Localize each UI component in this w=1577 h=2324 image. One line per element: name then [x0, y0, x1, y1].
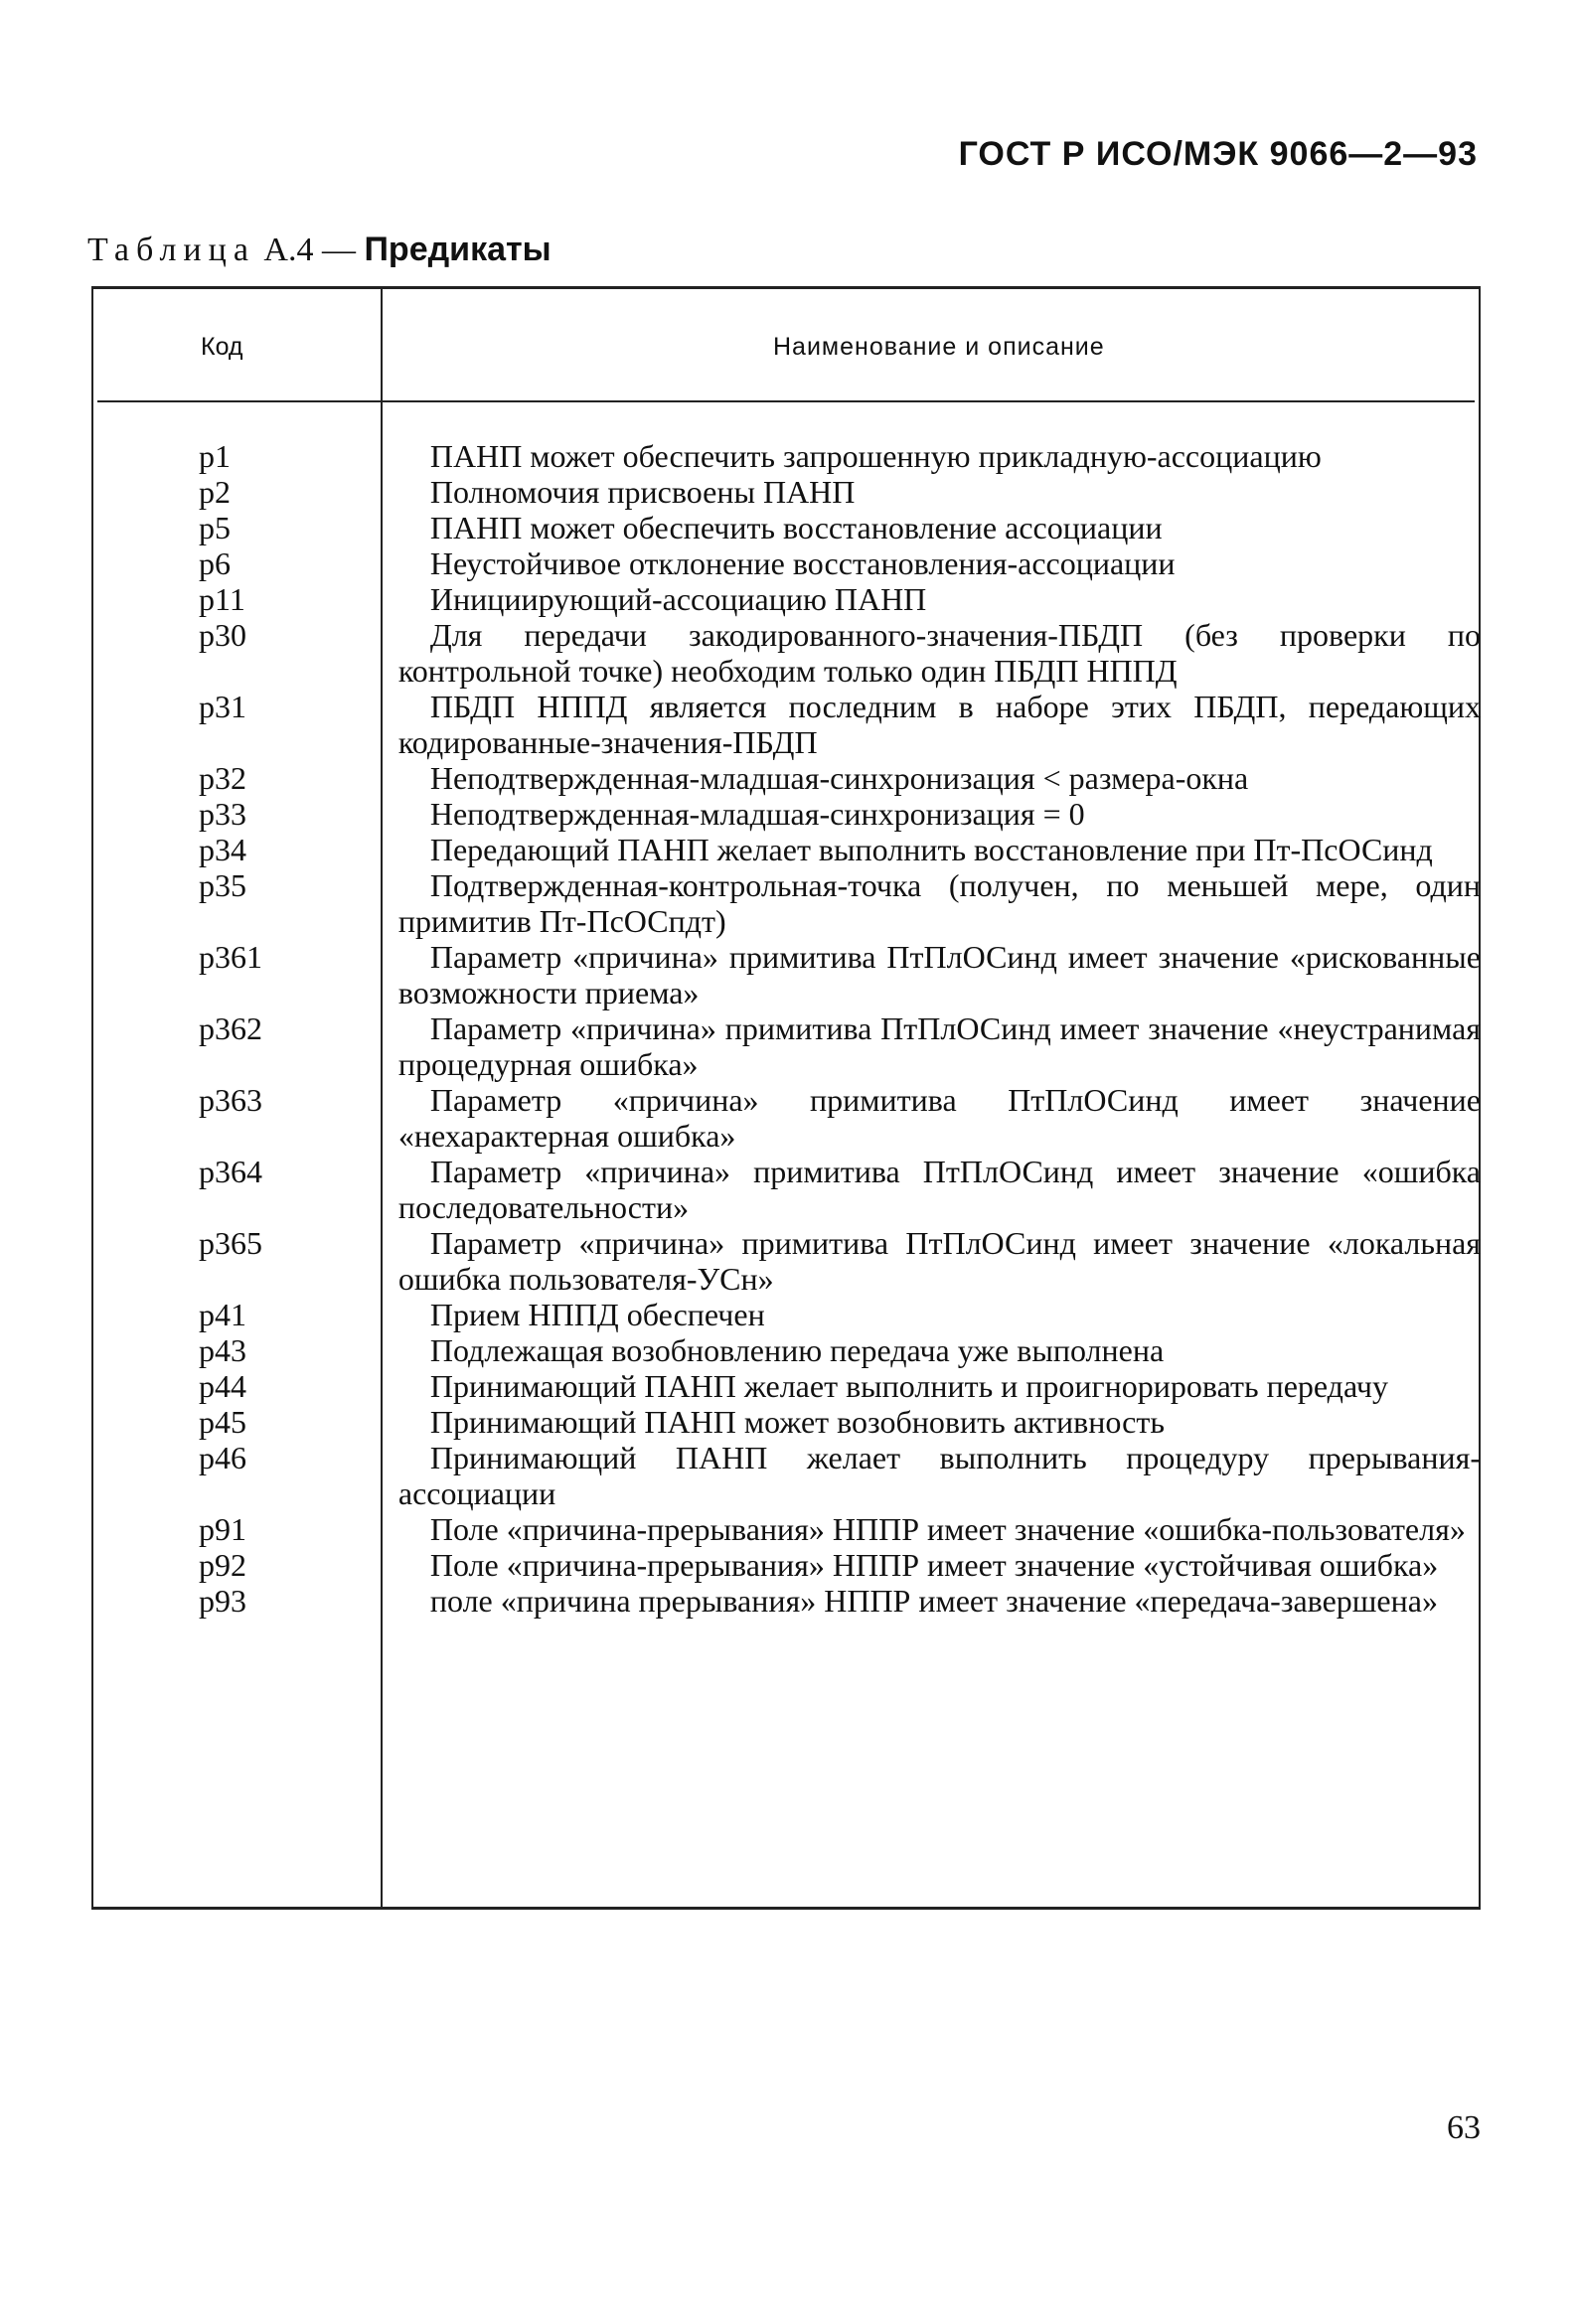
row-code: p43: [199, 1332, 246, 1368]
row-code: p5: [199, 510, 231, 545]
row-code: p92: [199, 1547, 246, 1583]
caption-label: Таблица: [87, 232, 255, 268]
table-row: [91, 438, 1481, 474]
predicates-table: [91, 286, 1481, 1910]
row-code: p33: [199, 796, 246, 832]
row-code: p41: [199, 1297, 246, 1332]
row-description: Поле «причина-прерывания» НППР имеет значение «ошибка-пользователя»: [429, 1511, 1466, 1547]
row-description: Параметр «причина» примитива ПтПлОСинд имеет значение «рискованные возможности приема»: [397, 939, 1481, 1010]
table-row: [91, 1154, 1481, 1225]
row-code: p11: [199, 581, 245, 617]
row-description: ПАНП может обеспечить восстановление ассоциации: [429, 510, 1163, 545]
row-description: Параметр «причина» примитива ПтПлОСинд имеет значение «ошибка последовательности»: [397, 1154, 1481, 1225]
row-description: Неустойчивое отклонение восстановления-ассоциации: [429, 545, 1176, 581]
row-description: ПАНП может обеспечить запрошенную прикладную-ассоциацию: [429, 438, 1322, 474]
row-description: Параметр «причина» примитива ПтПлОСинд имеет значение «нехарактерная ошибка»: [397, 1082, 1481, 1154]
table-header-rule: [97, 400, 1475, 402]
table-row: [91, 617, 1481, 689]
page-header: ГОСТ Р ИСО/МЭК 9066—2—93: [958, 135, 1478, 173]
row-code: p35: [199, 867, 246, 903]
page-number: 63: [1447, 2109, 1481, 2146]
caption-title: Предикаты: [364, 231, 552, 268]
row-code: p93: [199, 1583, 246, 1619]
row-description: Параметр «причина» примитива ПтПлОСинд имеет значение «неустранимая процедурная ошибка»: [397, 1010, 1481, 1082]
table-row: [91, 832, 1481, 867]
table-row: [91, 760, 1481, 796]
table-row: [91, 1010, 1481, 1082]
row-description: Параметр «причина» примитива ПтПлОСинд имеет значение «локальная ошибка пользователя-УСн»: [397, 1225, 1481, 1297]
row-description: поле «причина прерывания» НППР имеет значение «передача-завершена»: [429, 1583, 1438, 1619]
row-code: p91: [199, 1511, 246, 1547]
row-code: p1: [199, 438, 231, 474]
row-description: Принимающий ПАНП может возобновить активность: [429, 1404, 1165, 1440]
table-row: [91, 474, 1481, 510]
row-description: Неподтвержденная-младшая-синхронизация < размера-окна: [429, 760, 1249, 796]
row-code: p363: [199, 1082, 262, 1118]
row-description: Принимающий ПАНП желает выполнить процедуру прерывания-ассоциации: [397, 1440, 1481, 1511]
row-description: Подтвержденная-контрольная-точка (получен, по меньшей мере, один примитив Пт-ПсОСпдт): [397, 867, 1481, 939]
table-row: [91, 545, 1481, 581]
table-row: [91, 1404, 1481, 1440]
table-row: [91, 581, 1481, 617]
table-row: [91, 939, 1481, 1010]
row-description: Принимающий ПАНП желает выполнить и проигнорировать передачу: [429, 1368, 1388, 1404]
table-row: [91, 1583, 1481, 1619]
row-code: p365: [199, 1225, 262, 1261]
table-row: [91, 1225, 1481, 1297]
table-row: [91, 1511, 1481, 1547]
row-code: p361: [199, 939, 262, 975]
row-code: p2: [199, 474, 231, 510]
row-description: Для передачи закодированного-значения-ПБДП (без проверки по контрольной точке) необходим только один ПБДП НППД: [397, 617, 1481, 689]
row-code: p34: [199, 832, 246, 867]
table-row: [91, 1082, 1481, 1154]
table-caption: [87, 231, 552, 269]
row-code: p362: [199, 1010, 262, 1046]
row-description: Прием НППД обеспечен: [429, 1297, 765, 1332]
row-code: p6: [199, 545, 231, 581]
column-header-code: Код: [201, 333, 243, 361]
table-row: [91, 796, 1481, 832]
row-code: p30: [199, 617, 246, 653]
table-row: [91, 510, 1481, 545]
row-code: p32: [199, 760, 246, 796]
table-row: [91, 1547, 1481, 1583]
table-row: [91, 1297, 1481, 1332]
table-row: [91, 689, 1481, 760]
table-row: [91, 1368, 1481, 1404]
table-body: [91, 438, 1481, 1619]
row-code: p364: [199, 1154, 262, 1189]
table-row: [91, 1440, 1481, 1511]
column-header-description: Наименование и описание: [773, 333, 1105, 361]
row-description: Инициирующий-ассоциацию ПАНП: [429, 581, 927, 617]
row-description: ПБДП НППД является последним в наборе этих ПБДП, передающих кодированные-значения-ПБДП: [397, 689, 1481, 760]
table-row: [91, 1332, 1481, 1368]
row-code: p31: [199, 689, 246, 724]
table-row: [91, 867, 1481, 939]
row-description: Полномочия присвоены ПАНП: [429, 474, 856, 510]
row-code: p45: [199, 1404, 246, 1440]
row-description: Передающий ПАНП желает выполнить восстановление при Пт-ПсОСинд: [429, 832, 1433, 867]
row-description: Подлежащая возобновлению передача уже выполнена: [429, 1332, 1165, 1368]
row-code: p46: [199, 1440, 246, 1475]
row-code: p44: [199, 1368, 246, 1404]
row-description: Неподтвержденная-младшая-синхронизация = 0: [429, 796, 1085, 832]
caption-number: А.4 —: [263, 232, 356, 268]
row-description: Поле «причина-прерывания» НППР имеет значение «устойчивая ошибка»: [429, 1547, 1439, 1583]
